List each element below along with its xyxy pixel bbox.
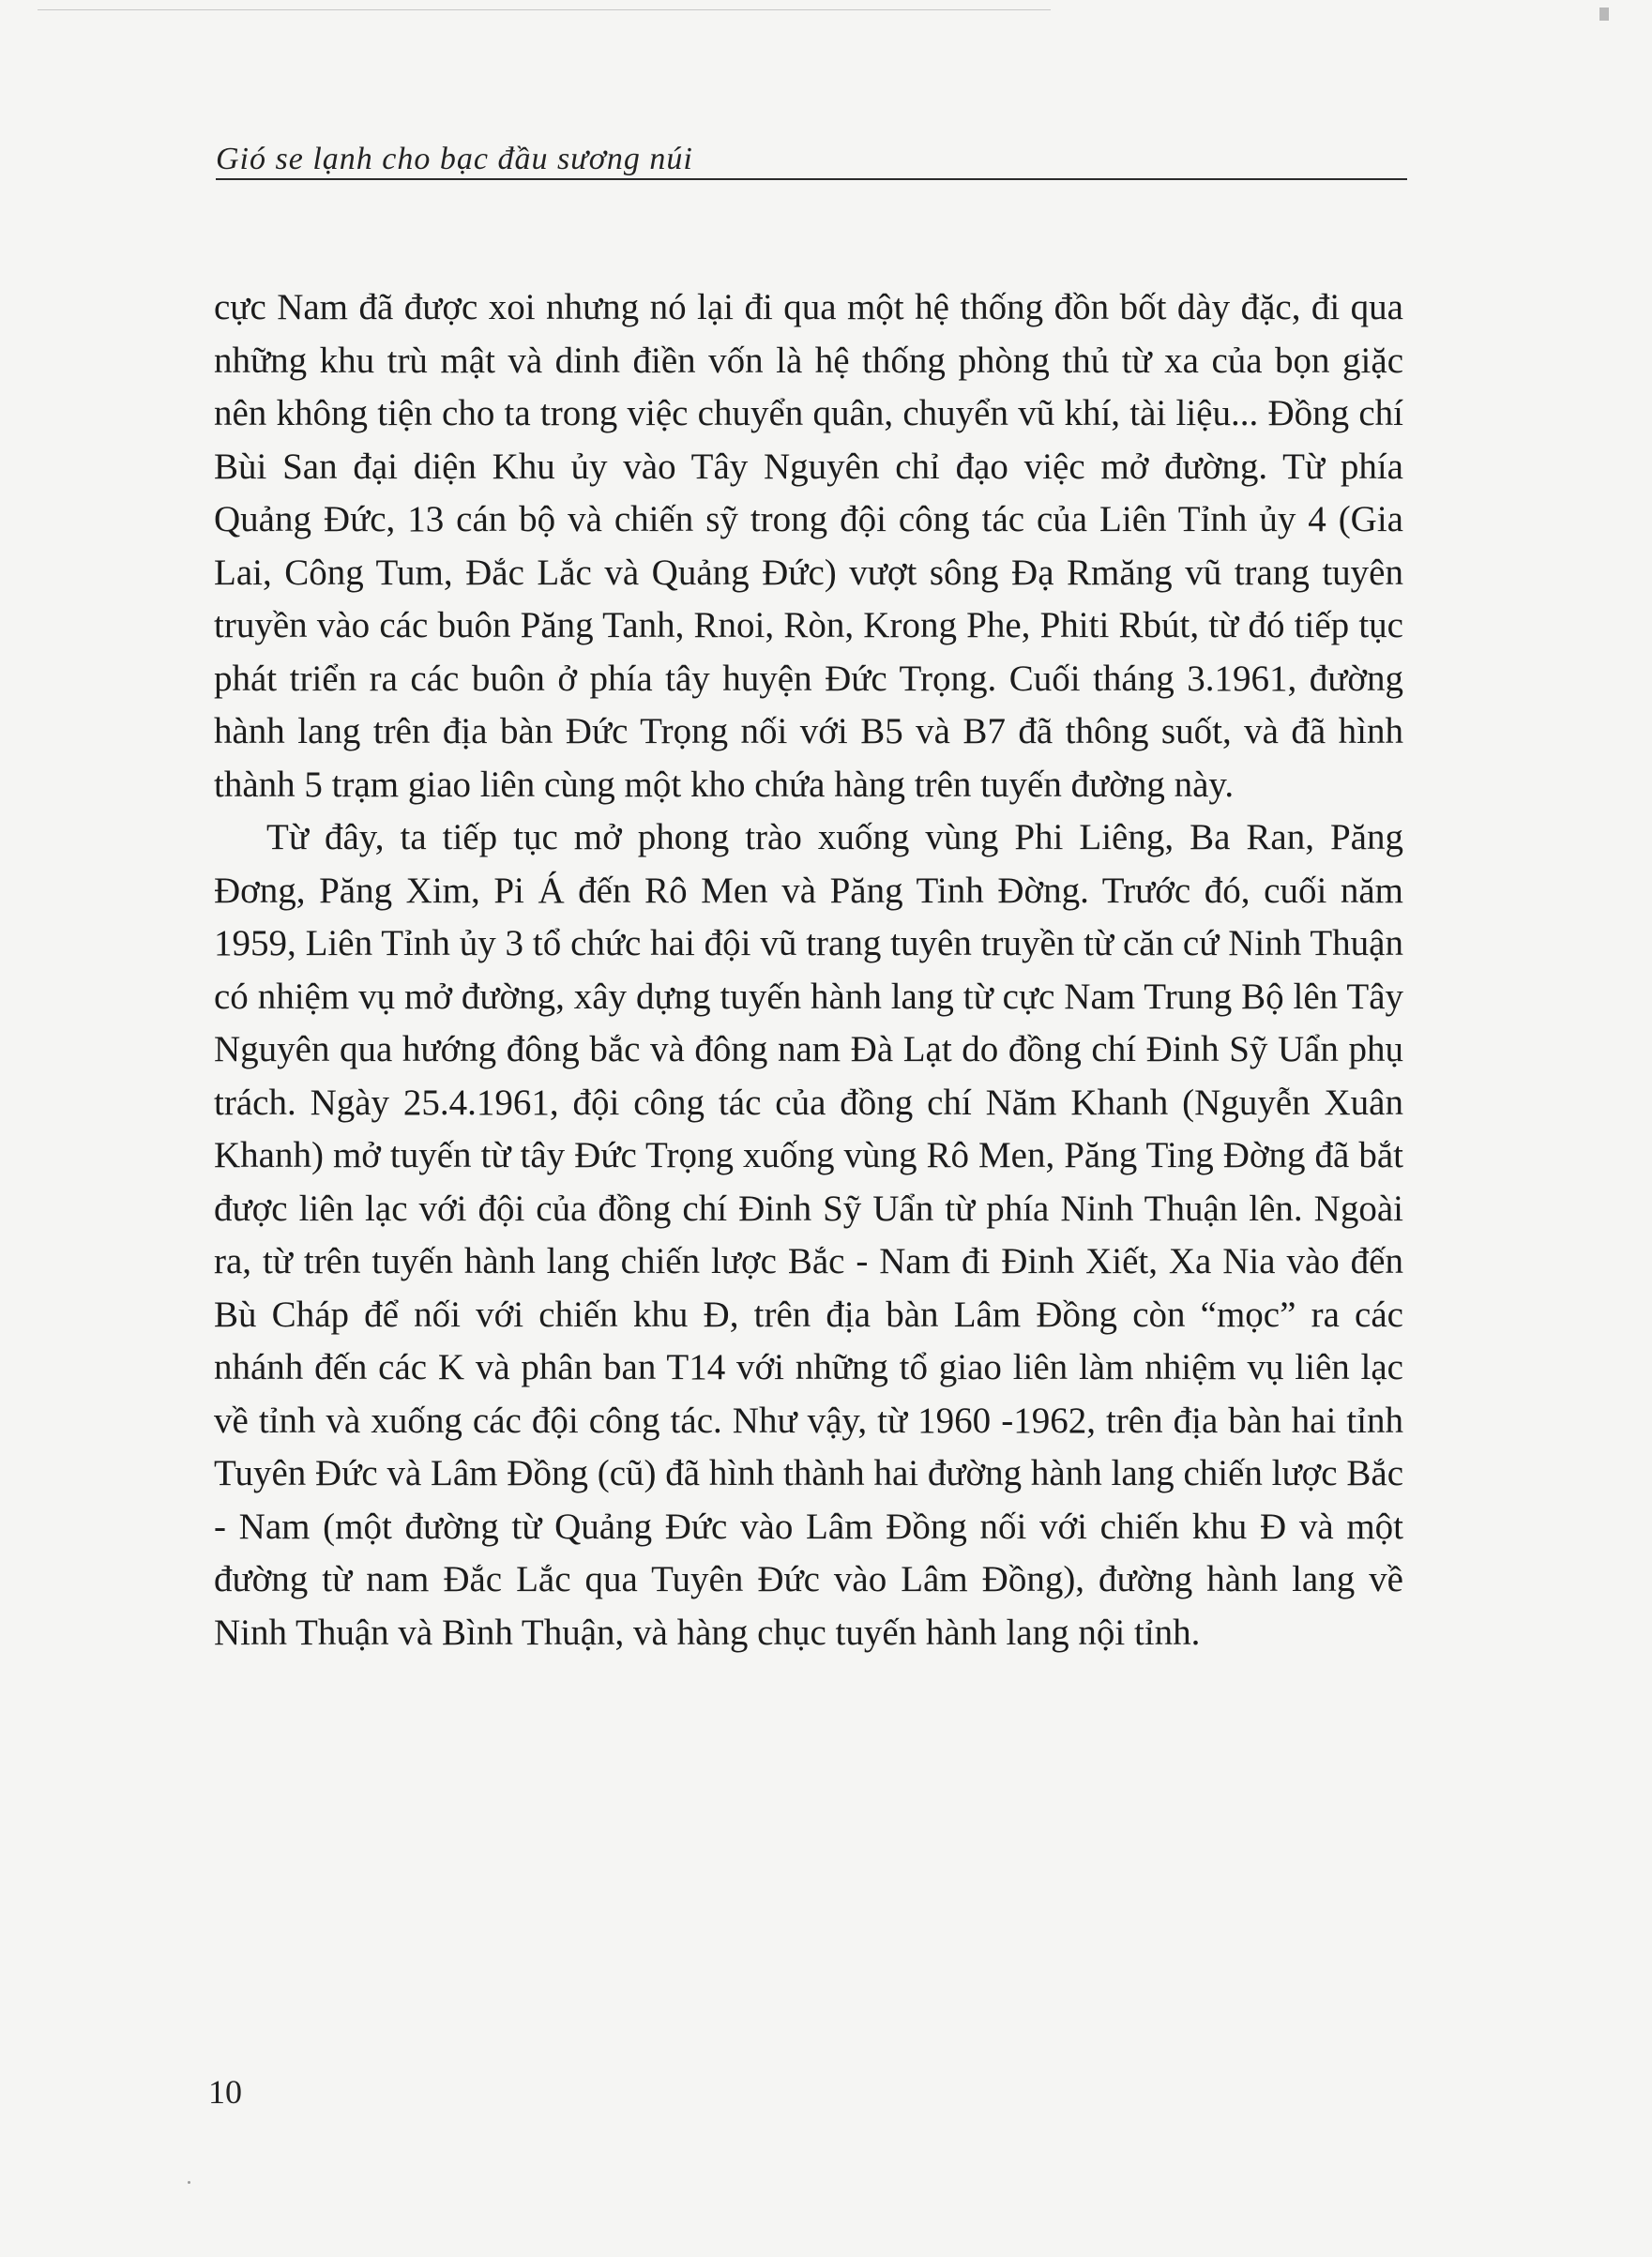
body-text (214, 281, 1403, 1659)
running-head-title: Gió se lạnh cho bạc đầu sương núi (216, 142, 693, 176)
page-number: 10 (208, 2073, 242, 2111)
scan-edge-line (38, 9, 1051, 10)
paragraph: Từ đây, ta tiếp tục mở phong trào xuống vùng Phi Liêng, Ba Ran, Păng Đơng, Păng Xim, Pi Á đến Rô Men và Păng Tinh Đờng. Trước đó, cuối năm 1959, Liên Tỉnh ủy 3 tổ chức hai đội vũ trang tuyên truyền từ căn cứ Ninh Thuận có nhiệm vụ mở đường, xây dựng tuyến hành lang từ cực Nam Trung Bộ lên Tây Nguyên qua hướng đông bắc và đông nam Đà Lạt do đồng chí Đinh Sỹ Uẩn phụ trách. Ngày 25.4.1961, đội công tác của đồng chí Năm Khanh (Nguyễn Xuân Khanh) mở tuyến từ tây Đức Trọng xuống vùng Rô Men, Păng Ting Đờng đã bắt được liên lạc với đội của đồng chí Đinh Sỹ Uẩn từ phía Ninh Thuận lên. Ngoài ra, từ trên tuyến hành lang chiến lược Bắc - Nam đi Đinh Xiết, Xa Nia vào đến Bù Cháp để nối với chiến khu Đ, trên địa bàn Lâm Đồng còn “mọc” ra các nhánh đến các K và phân ban T14 với những tổ giao liên làm nhiệm vụ liên lạc về tỉnh và xuống các đội công tác. Như vậy, từ 1960 -1962, trên địa bàn hai tỉnh Tuyên Đức và Lâm Đồng (cũ) đã hình thành hai đường hành lang chiến lược Bắc - Nam (một đường từ Quảng Đức vào Lâm Đồng nối với chiến khu Đ và một đường từ nam Đắc Lắc qua Tuyên Đức vào Lâm Đồng), đường hành lang về Ninh Thuận và Bình Thuận, và hàng chục tuyến hành lang nội tỉnh. (214, 817, 1403, 1653)
scan-speck (188, 2181, 190, 2184)
running-head (216, 141, 1407, 180)
scan-corner-mark (1599, 8, 1609, 21)
paragraph-continued: cực Nam đã được xoi nhưng nó lại đi qua một hệ thống đồn bốt dày đặc, đi qua những khu trù mật và dinh điền vốn là hệ thống phòng thủ từ xa của bọn giặc nên không tiện cho ta trong việc chuyển quân, chuyển vũ khí, tài liệu... Đồng chí Bùi San đại diện Khu ủy vào Tây Nguyên chỉ đạo việc mở đường. Từ phía Quảng Đức, 13 cán bộ và chiến sỹ trong đội công tác của Liên Tỉnh ủy 4 (Gia Lai, Công Tum, Đắc Lắc và Quảng Đức) vượt sông Đạ Rmăng vũ trang tuyên truyền vào các buôn Păng Tanh, Rnoi, Ròn, Krong Phe, Phiti Rbút, từ đó tiếp tục phát triển ra các buôn ở phía tây huyện Đức Trọng. Cuối tháng 3.1961, đường hành lang trên địa bàn Đức Trọng nối với B5 và B7 đã thông suốt, và đã hình thành 5 trạm giao liên cùng một kho chứa hàng trên tuyến đường này. (214, 287, 1403, 805)
